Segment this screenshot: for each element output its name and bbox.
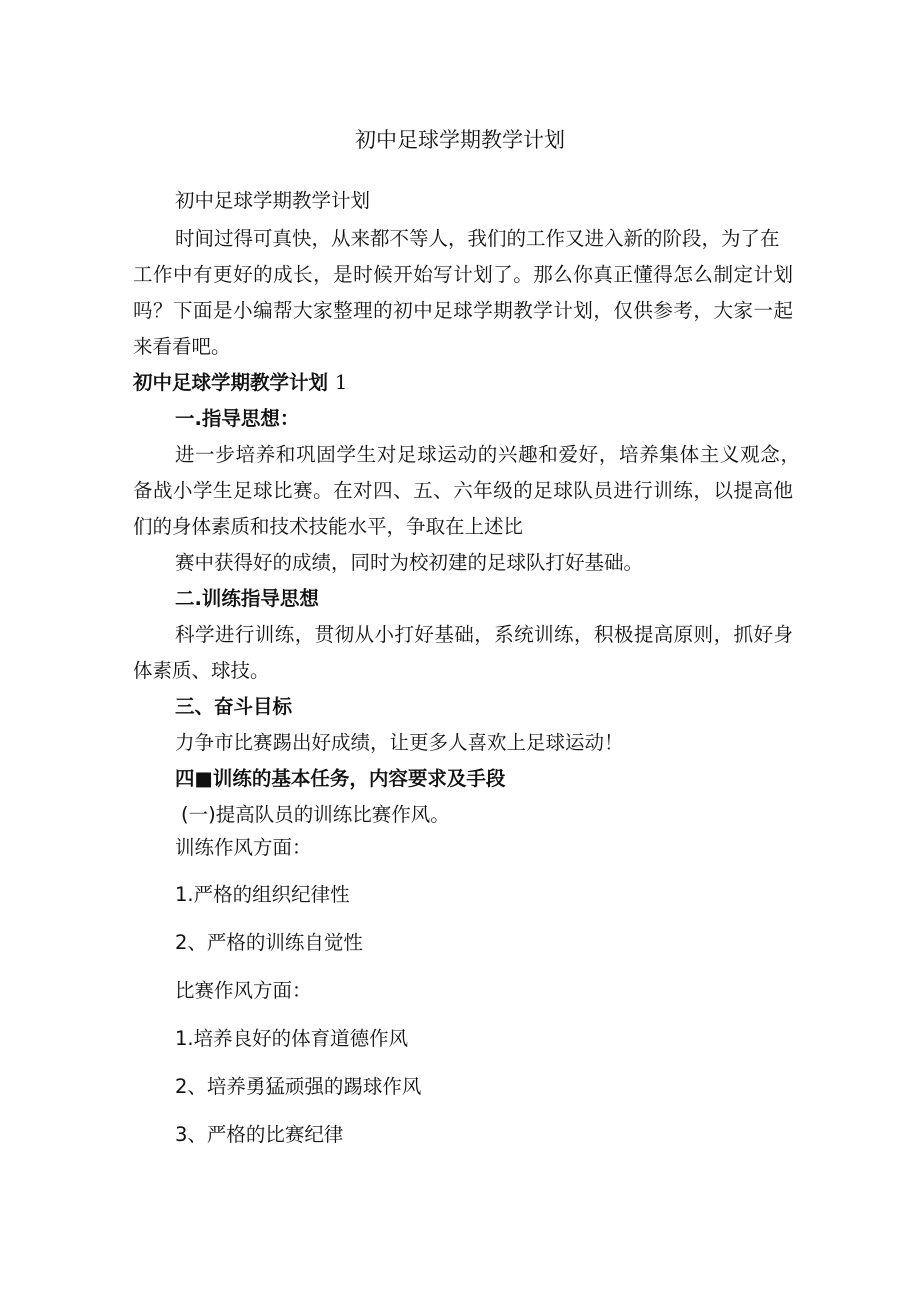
- section-heading-number: 1: [334, 371, 348, 394]
- heading-goals: 三、奋斗目标: [175, 695, 293, 718]
- paragraph-1-line-3: 们的身体素质和技术技能水平，争取在上述比: [133, 515, 524, 538]
- paragraph-1-line-1: 进一步培养和巩固学生对足球运动的兴趣和爱好，培养集体主义观念，: [175, 443, 800, 466]
- match-item-2: 2、培养勇猛顽强的踢球作风: [175, 1075, 422, 1098]
- training-item-1: 1.严格的组织纪律性: [175, 883, 350, 906]
- subheading-style: (一)提高队员的训练比赛作风。: [181, 803, 450, 826]
- paragraph-2-line-1: 科学进行训练，贯彻从小打好基础，系统训练，积极提高原则，抓好身: [175, 623, 793, 646]
- intro-line-3: 吗？下面是小编帮大家整理的初中足球学期教学计划，仅供参考，大家一起: [133, 299, 793, 322]
- paragraph-2-line-2: 体素质、球技。: [133, 659, 270, 682]
- document-subtitle: 初中足球学期教学计划: [175, 189, 371, 212]
- match-item-1: 1.培养良好的体育道德作风: [175, 1027, 409, 1050]
- training-style-label: 训练作风方面：: [175, 836, 312, 859]
- section-heading-text: 初中足球学期教学计划: [133, 371, 329, 394]
- heading-basic-tasks: 四■训练的基本任务，内容要求及手段: [175, 767, 506, 790]
- intro-line-2: 工作中有更好的成长，是时候开始写计划了。那么你真正懂得怎么制定计划: [133, 263, 793, 286]
- heading-guiding-thought: 一.指导思想：: [175, 407, 300, 430]
- paragraph-goals: 力争市比赛踢出好成绩，让更多人喜欢上足球运动！: [175, 731, 624, 754]
- paragraph-1-line-4: 赛中获得好的成绩，同时为校初建的足球队打好基础。: [175, 551, 644, 574]
- section-heading: [133, 368, 347, 398]
- document-title: 初中足球学期教学计划: [355, 128, 565, 152]
- training-item-2: 2、严格的训练自觉性: [175, 931, 363, 954]
- heading-training-thought: 二.训练指导思想: [175, 587, 319, 610]
- match-style-label: 比赛作风方面：: [175, 979, 312, 1002]
- intro-line-1: 时间过得可真快，从来都不等人，我们的工作又进入新的阶段，为了在: [175, 227, 780, 250]
- intro-line-4: 来看看吧。: [133, 335, 231, 358]
- paragraph-1-line-2: 备战小学生足球比赛。在对四、五、六年级的足球队员进行训练，以提高他: [133, 479, 793, 502]
- match-item-3: 3、严格的比赛纪律: [175, 1123, 344, 1146]
